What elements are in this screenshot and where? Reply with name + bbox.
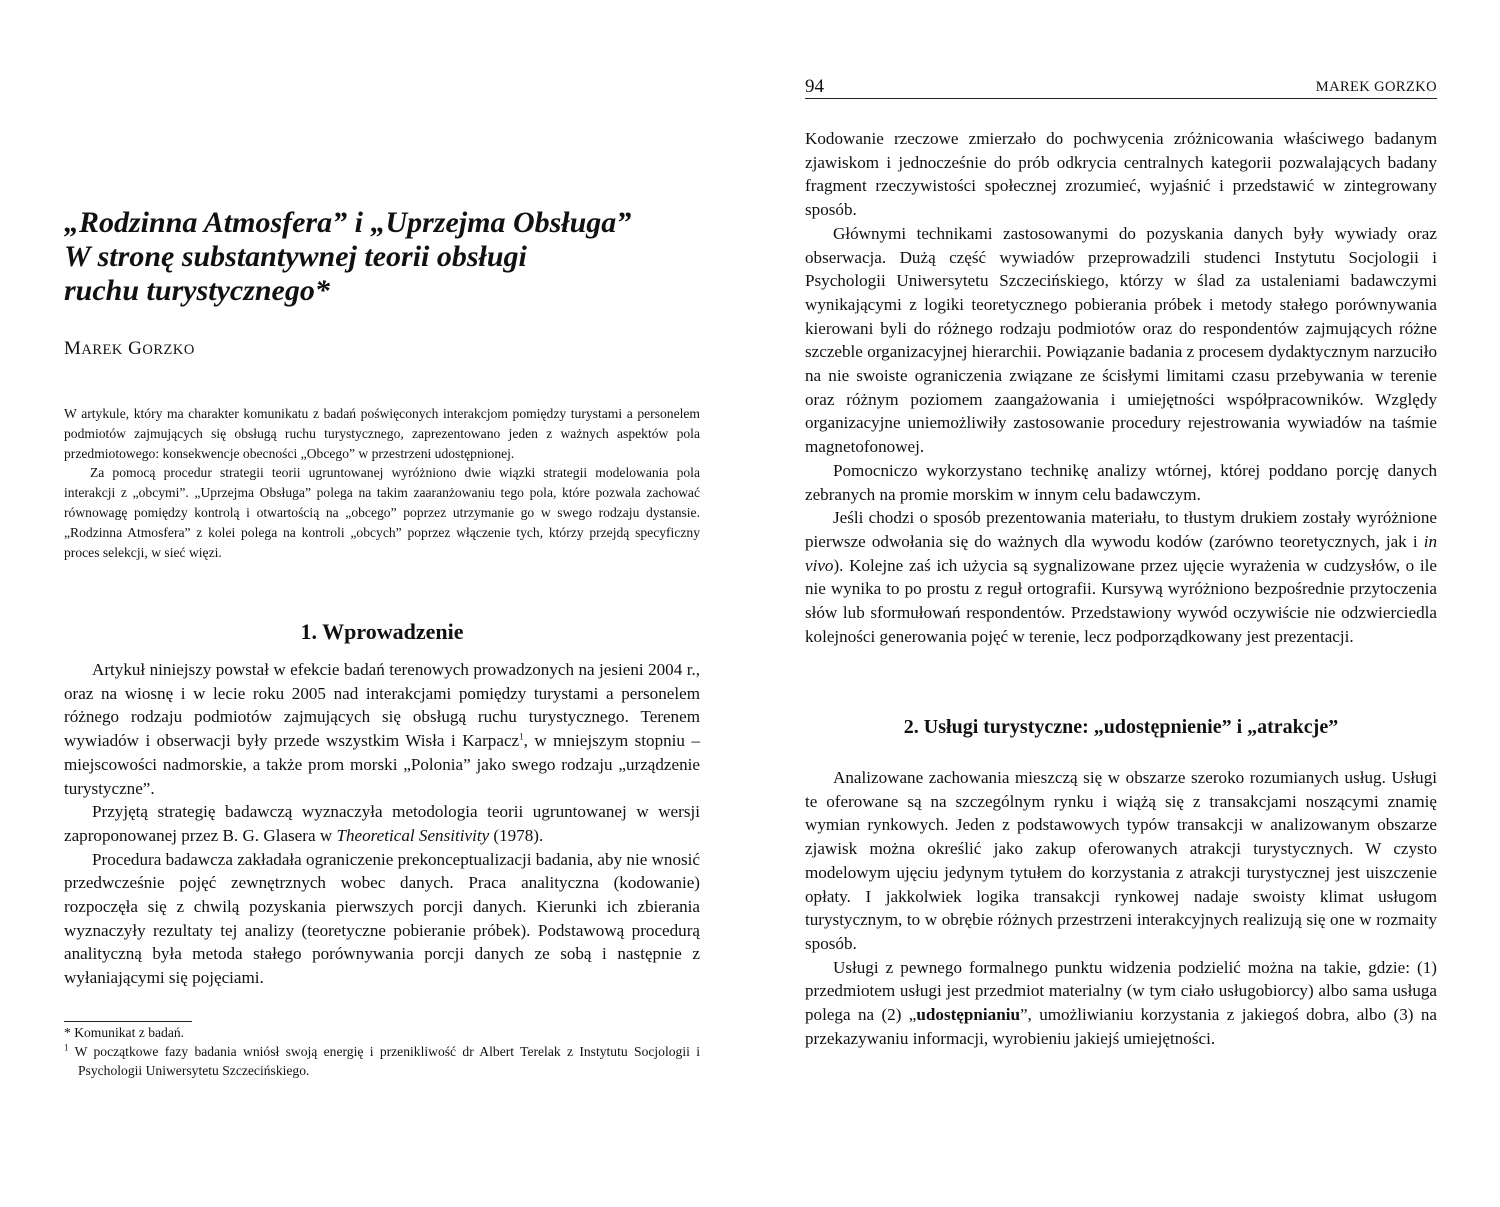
title-line: W stronę substantywnej teorii obsługi xyxy=(64,240,527,273)
paragraph: Kodowanie rzeczowe zmierzało do pochwycenia zróżnicowania właściwego badanym zjawiskom i jednocześnie do prób odkrycia centralnych kategorii pozwalających badany fragment rzeczywistości społecznej zrozumieć, wyjaśnić i przedstawić w zintegrowany sposób. xyxy=(805,129,1437,220)
footnote-ref[interactable]: 1 xyxy=(519,731,524,742)
paragraph: Artykuł niniejszy powstał w efekcie badań terenowych prowadzonych na jesieni 2004 r., oraz na wiosnę i w lecie roku 2005 nad interakcjami pomiędzy turystami a personelem różnego rodzaju podmiotów zajmujących się obsługą ruchu turystycznego. Terenem wywiadów i obserwacji były przede wszystkim Wisła i Karpacz$^1$, w mniejszym stopniu – miejscowości nadmorskie, a także prom morski „Polonia” jako swego rodzaju „urządzenie turystyczne”. xyxy=(64,660,700,798)
page-number: 94 xyxy=(805,76,824,97)
section-heading: 2. Usługi turystyczne: „udostępnienie” i „atrakcje” xyxy=(903,716,1339,738)
footnote: $^1$ W początkowe fazy badania wniósł swoją energię i przenikliwość dr Albert Terelak z Instytutu Socjologii i Psychologii Uniwersytetu Szczecińskiego. xyxy=(64,1042,700,1078)
paragraph: Procedura badawcza zakładała ograniczenie prekonceptualizacji badania, aby nie wnosić przedwcześnie pojęć zewnętrznych wobec danych. Praca analityczna (kodowanie) rozpoczęła się z chwilą pozyskania pierwszych porcji danych. Kierunki ich zbierania wyznaczyły rezultaty tej analizy (teoretyczne pobieranie próbek). Podstawową procedurą analityczną była metoda stałego porównywania porcji danych ze sobą i następnie z wyłaniającymi się pojęciami. xyxy=(64,849,700,988)
body-text xyxy=(64,658,700,990)
section-heading: 1. Wprowadzenie xyxy=(300,619,464,644)
paragraph: Analizowane zachowania mieszczą się w obszarze szeroko rozumianych usług. Usługi te oferowane są na szczególnym rynku i wiążą się z transakcjami noszącymi znamię wymian rynkowych. Jeden z podstawowych typów transakcji w analizowanym obszarze zjawisk można określić jako zakup oferowanych atrakcji turystycznych. W czysto modelowym ujęciu jedynym tytułem do korzystania z atrakcji turystycznej jest uiszczenie opłaty. I jakkolwiek logika transakcji rynkowej nadaje swoisty klimat usługom turystycznym, to w obrębie różnych przestrzeni interakcyjnych realizują się one w rozmaity sposób. xyxy=(805,768,1437,953)
abstract xyxy=(64,404,700,562)
title-line: ruchu turystycznego* xyxy=(64,274,330,307)
paragraph: Usługi z pewnego formalnego punktu widzenia podzielić można na takie, gdzie: (1) przedmiotem usługi jest przedmiot materialny (w tym ciało usługobiorcy) albo sama usługa polega na (2) „udostępnianiu”, umożliwianiu korzystania z jakiegoś dobra, albo (3) na przekazywaniu informacji, wyrobieniu jakiejś umiejętności. xyxy=(805,957,1437,1048)
footnote-rule xyxy=(64,1021,192,1022)
abstract-paragraph: Za pomocą procedur strategii teorii ugruntowanej wyróżniono dwie wiązki strategii modelowania pola interakcji z „obcymi”. „Uprzejma Obsługa” polega na takim zaaranżowaniu tego pola, które pozwala zachować równowagę pomiędzy kontrolą i otwartością na „obcego” poprzez utrzymanie go w swego rodzaju dystansie. „Rodzinna Atmosfera” z kolei polega na kontroli „obcych” poprzez włączenie tych, którzy przejdą specyficzny proces selekcji, w sieć więzi. xyxy=(64,465,700,560)
body-text xyxy=(805,127,1437,648)
body-text xyxy=(805,766,1437,1050)
footnote: * Komunikat z badań. xyxy=(64,1025,185,1040)
paragraph: Jeśli chodzi o sposób prezentowania materiału, to tłustym drukiem zostały wyróżnione pierwsze odwołania się do ważnych dla wywodu kodów (zarówno teoretycznych, jak i in vivo). Kolejne zaś ich użycia są sygnalizowane przez ujęcie wyrażenia w cudzysłów, o ile nie wynika to po prostu z reguł ortografii. Kursywą wyróżniono bezpośrednie przytoczenia słów lub sformułowań respondentów. Przedstawiony wywód oczywiście nie odzwierciedla kolejności generowania pojęć w terenie, lecz podporządkowany jest prezentacji. xyxy=(805,508,1437,646)
paragraph: Głównymi technikami zastosowanymi do pozyskania danych były wywiady oraz obserwacja. Dużą część wywiadów przeprowadzili studenci Instytutu Socjologii i Psychologii Uniwersytetu Szczecińskiego, którzy w ślad za ustaleniami badawczymi wynikającymi z logiki teoretycznego pobierania próbek i metody stałego porównywania kierowani byli do różnego rodzaju podmiotów oraz do respondentów zajmujących różne szczeble organizacyjnej hierarchii. Powiązanie badania z procesem dydaktycznym narzuciło na nie swoiste ograniczenia związane ze ścisłymi limitami czasu przebywania w terenie oraz różnym poziomem zaangażowania i umiejętności współpracowników. Względy organizacyjne uniemożliwiły zastosowanie procedury rejestrowania wywiadów na taśmie magnetofonowej. xyxy=(805,223,1437,457)
running-head-author: MAREK GORZKO xyxy=(1315,79,1437,95)
paragraph: Przyjętą strategię badawczą wyznaczyła metodologia teorii ugruntowanej w wersji zaproponowanej przez B. G. Glasera w Theoretical Sensitivity (1978). xyxy=(64,802,700,845)
paragraph: Pomocniczo wykorzystano technikę analizy wtórnej, której poddano porcję danych zebranych na promie morskim w innym celu badawczym. xyxy=(805,460,1437,504)
title-line: „Rodzinna Atmosfera” i „Uprzejma Obsługa” xyxy=(64,206,632,239)
footnotes xyxy=(64,1023,700,1080)
article-title xyxy=(64,206,700,308)
running-head xyxy=(805,76,1437,99)
abstract-paragraph: W artykule, który ma charakter komunikatu z badań poświęconych interakcjom pomiędzy turystami a personelem podmiotów zajmujących się obsługą ruchu turystycznego, zaprezentowano jeden z ważnych aspektów pola przedmiotowego: konsekwencje obecności „Obcego” w przestrzeni udostępnionej. xyxy=(64,406,700,461)
author-byline: MAREK GORZKO xyxy=(64,338,195,359)
